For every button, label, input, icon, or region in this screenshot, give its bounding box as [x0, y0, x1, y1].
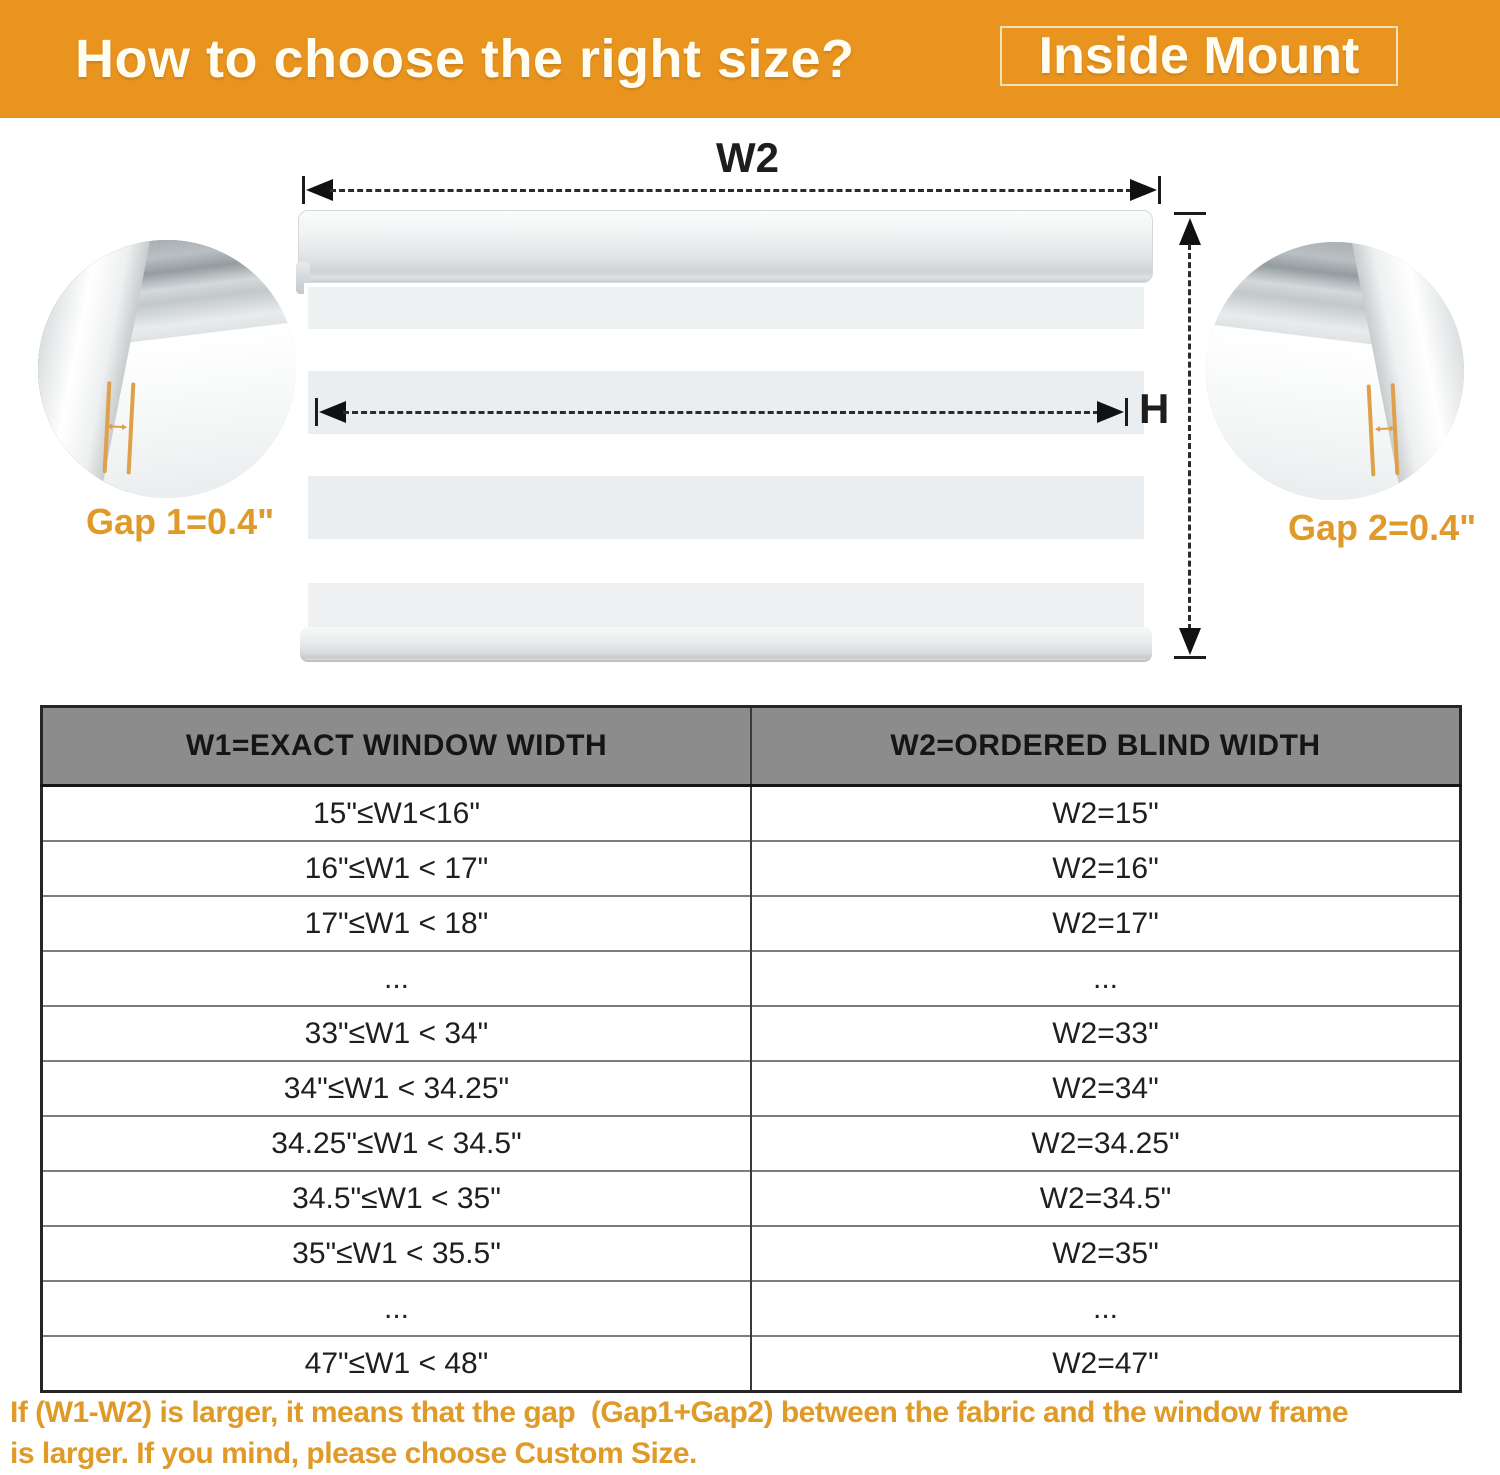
blind-fabric [304, 283, 1147, 628]
blind-headrail [298, 210, 1153, 283]
window-corner-photo [38, 240, 296, 498]
dim-tick [302, 176, 305, 204]
table-cell: W2=17" [751, 896, 1461, 951]
footer-line-2: is larger. If you mind, please choose Custom Size. [10, 1437, 697, 1470]
table-row [42, 841, 1461, 896]
table-row [42, 896, 1461, 951]
table-cell: ... [42, 1281, 752, 1336]
table-row [42, 951, 1461, 1006]
table-cell: W2=47" [751, 1336, 1461, 1392]
table-cell: W2=35" [751, 1226, 1461, 1281]
table-cell: W2=16" [751, 841, 1461, 896]
h-label: H [1139, 385, 1170, 432]
dim-line [330, 189, 1132, 192]
dim-tick [315, 398, 318, 426]
fabric-stripe [308, 371, 1144, 434]
gap-marker-icon [1361, 383, 1400, 477]
table-cell: 16"≤W1 < 17" [42, 841, 752, 896]
dim-line [1188, 244, 1191, 630]
table-cell: ... [42, 951, 752, 1006]
dim-tick [1158, 176, 1161, 204]
table-header-row [42, 707, 1461, 786]
table-cell: ... [751, 1281, 1461, 1336]
gap2-label: Gap 2=0.4" [1288, 507, 1477, 548]
inside-mount-badge: Inside Mount [1000, 26, 1398, 86]
column-header-w1: W1=EXACT WINDOW WIDTH [42, 707, 752, 786]
table-cell: 34.25"≤W1 < 34.5" [42, 1116, 752, 1171]
dim-tick [1125, 398, 1128, 426]
gap1-label: Gap 1=0.4" [86, 501, 275, 542]
table-cell: W2=34" [751, 1061, 1461, 1116]
right-corner-zoom-circle [1206, 242, 1464, 500]
blind-bottom-rail [300, 627, 1152, 662]
arrowhead-right-icon [1130, 179, 1157, 201]
table-row [42, 786, 1461, 842]
arrowhead-right-icon [1097, 401, 1124, 423]
left-corner-zoom-circle [38, 240, 296, 498]
dim-tick [1174, 656, 1206, 659]
table-cell: 47"≤W1 < 48" [42, 1336, 752, 1392]
table-cell: W2=33" [751, 1006, 1461, 1061]
fabric-stripe [308, 287, 1144, 329]
table-cell: W2=15" [751, 786, 1461, 842]
dim-line [343, 411, 1099, 414]
footer-note [10, 1392, 1498, 1474]
table-cell: ... [751, 951, 1461, 1006]
column-header-w2: W2=ORDERED BLIND WIDTH [751, 707, 1461, 786]
arrowhead-left-icon [319, 401, 346, 423]
gap-marker-icon [103, 381, 142, 475]
table-cell: 34"≤W1 < 34.25" [42, 1061, 752, 1116]
dim-tick [1174, 212, 1206, 215]
fabric-stripe [308, 583, 1144, 628]
table-row [42, 1116, 1461, 1171]
table-cell: 35"≤W1 < 35.5" [42, 1226, 752, 1281]
table-row [42, 1226, 1461, 1281]
table-row [42, 1281, 1461, 1336]
header-banner [0, 0, 1500, 118]
arrowhead-left-icon [306, 179, 333, 201]
table-row [42, 1336, 1461, 1392]
arrowhead-up-icon [1179, 218, 1201, 245]
size-table [40, 705, 1462, 1393]
table-cell: 34.5"≤W1 < 35" [42, 1171, 752, 1226]
page-title: How to choose the right size? [75, 29, 855, 89]
table-cell: W2=34.25" [751, 1116, 1461, 1171]
footer-line-1: If (W1-W2) is larger, it means that the gap (Gap1+Gap2) between the fabric and the window frame [10, 1396, 1349, 1429]
table-cell: W2=34.5" [751, 1171, 1461, 1226]
table-cell: 33"≤W1 < 34" [42, 1006, 752, 1061]
table-row [42, 1061, 1461, 1116]
table-row [42, 1171, 1461, 1226]
fabric-stripe [308, 476, 1144, 539]
arrowhead-down-icon [1179, 628, 1201, 655]
table-row [42, 1006, 1461, 1061]
window-corner-photo [1206, 242, 1464, 500]
table-cell: 15"≤W1<16" [42, 786, 752, 842]
table-cell: 17"≤W1 < 18" [42, 896, 752, 951]
w2-label: W2 [716, 134, 779, 181]
